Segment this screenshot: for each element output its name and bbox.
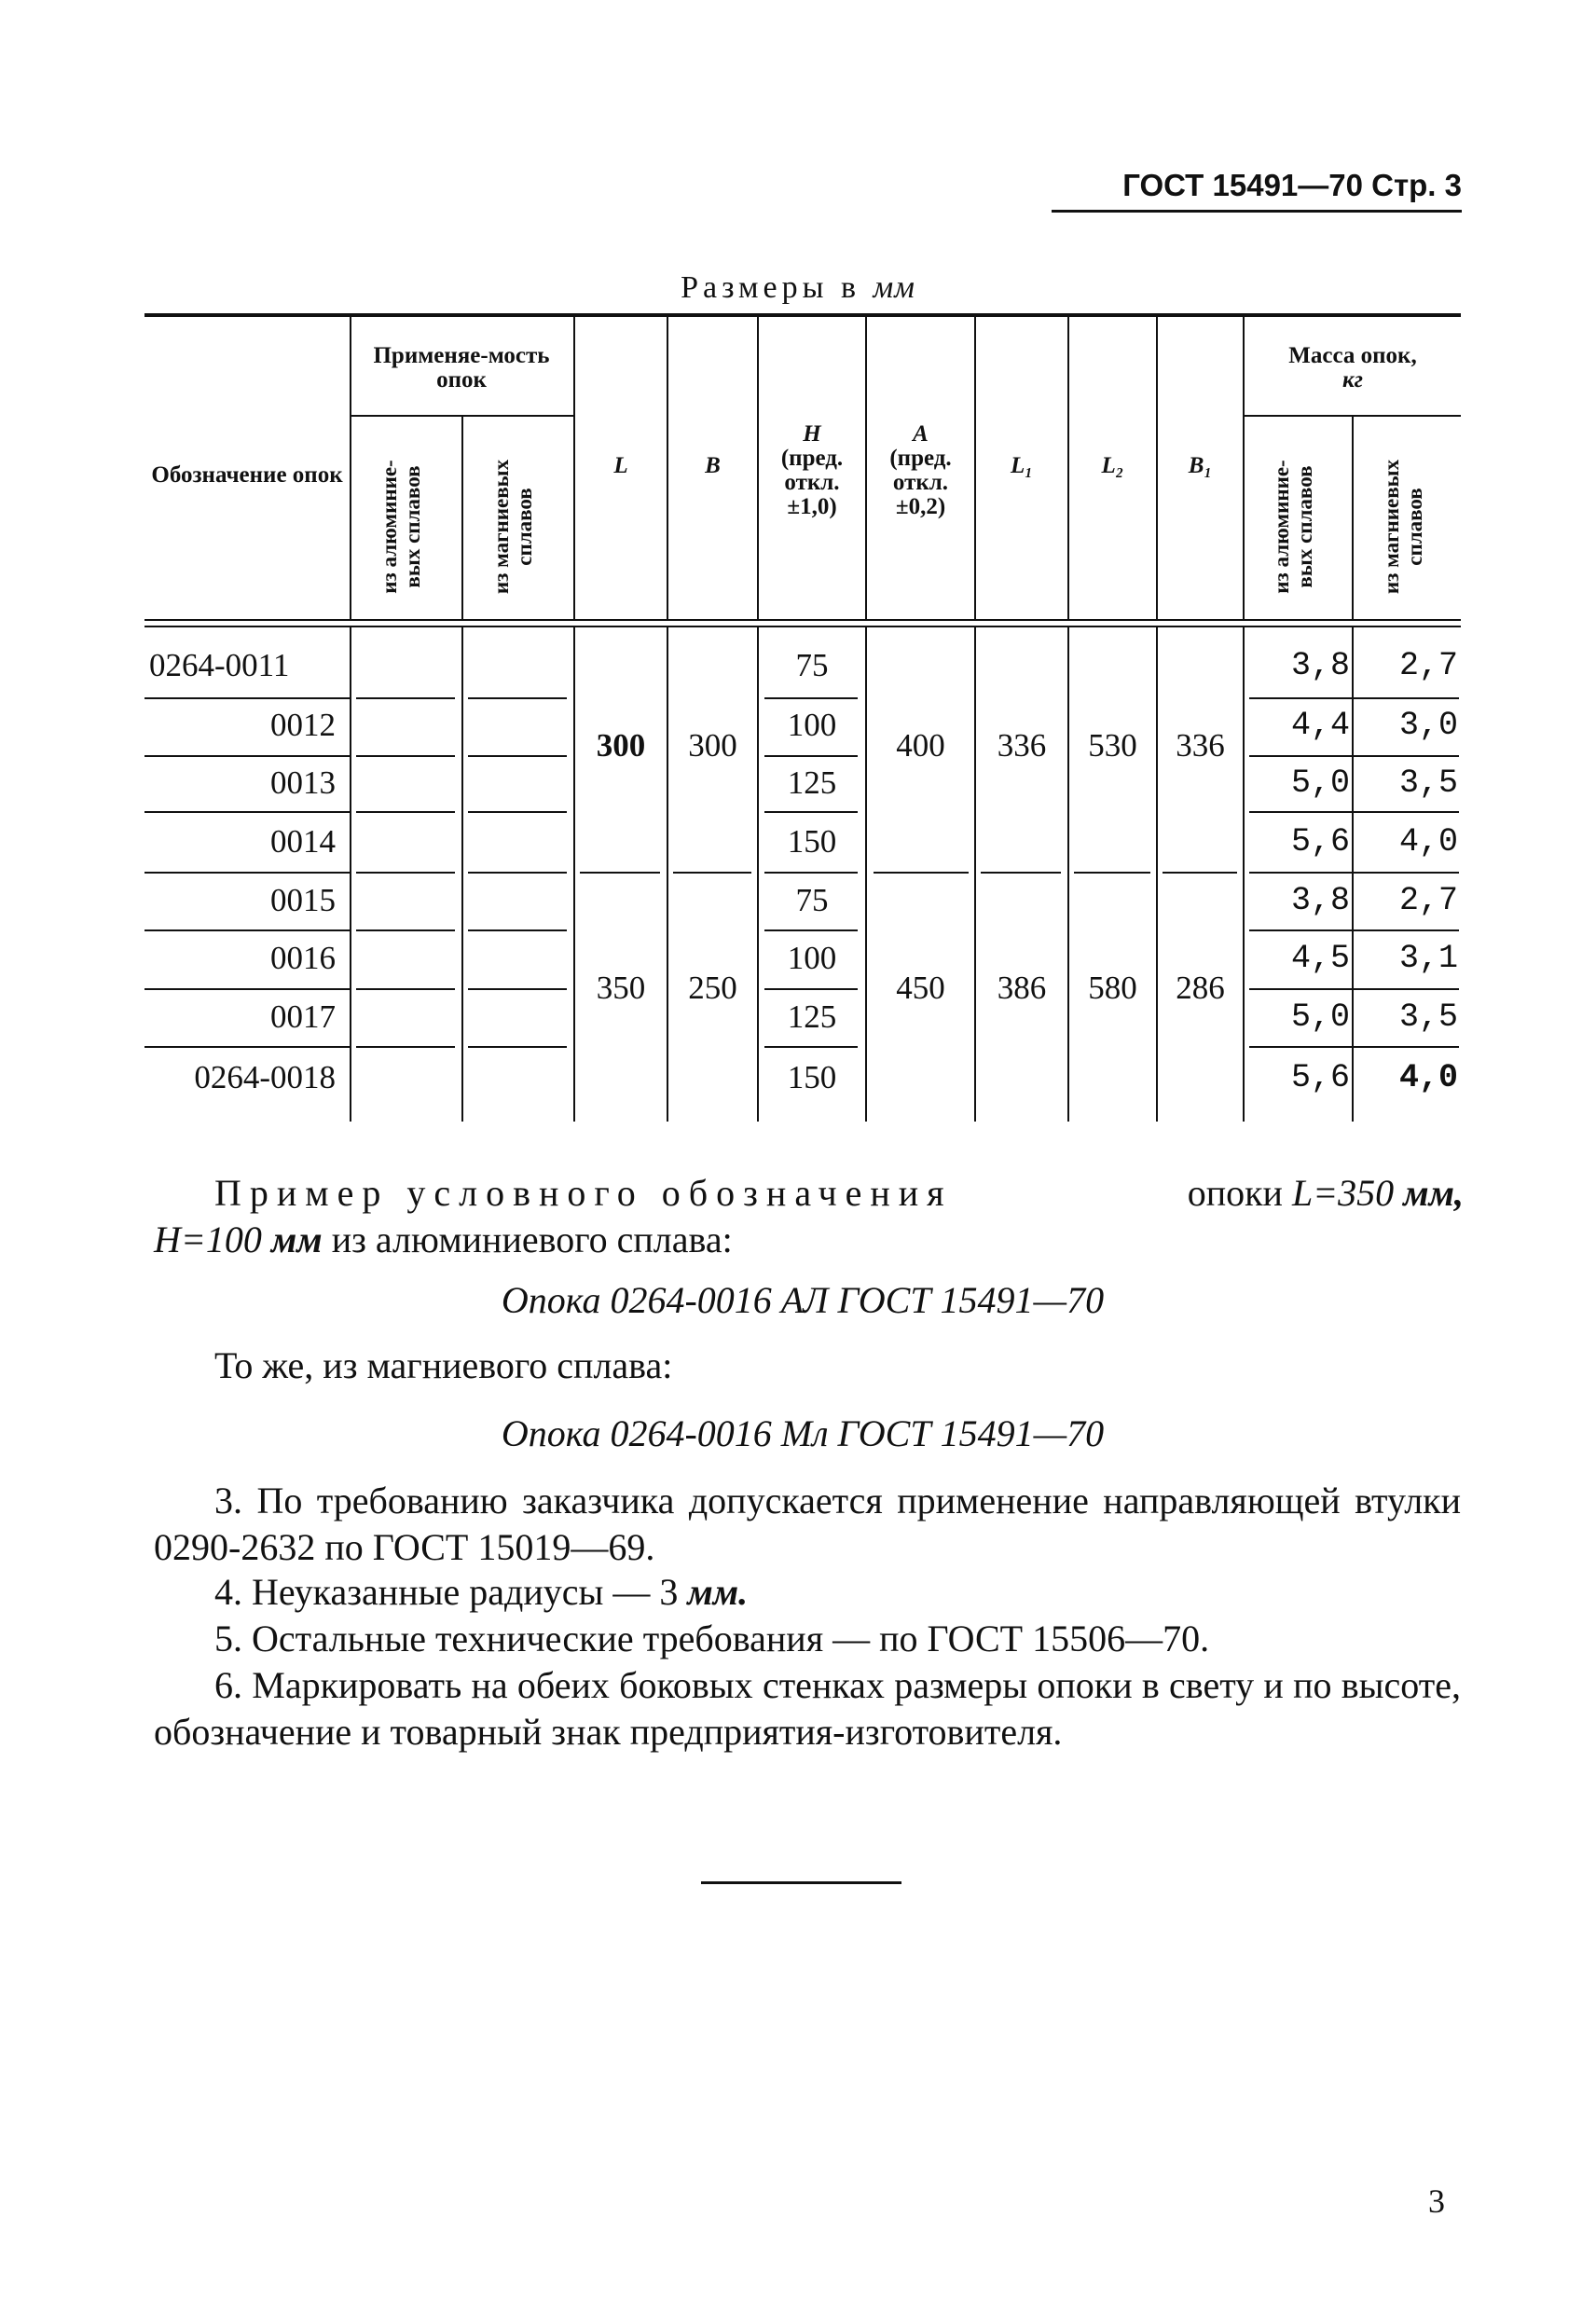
- row-designation: 0017: [270, 998, 336, 1035]
- header-B: B: [705, 452, 721, 478]
- row-mass-al: 3,8: [1290, 882, 1350, 919]
- row-mass-mg: 2,7: [1398, 647, 1458, 684]
- rmass3: [1249, 811, 1459, 813]
- rm4: [468, 872, 567, 874]
- row-H: 150: [787, 1059, 837, 1095]
- bv4: [667, 627, 668, 1122]
- row-mass-al: 3,8: [1290, 647, 1350, 684]
- rmass5: [1249, 929, 1459, 931]
- row-designation: 0015: [270, 882, 336, 918]
- example-intro: Пример условного обозначения: [214, 1172, 953, 1214]
- rm2: [468, 755, 567, 757]
- header-mass-mg: из магниевых сплавов: [1380, 459, 1427, 595]
- table-top-rule: [144, 313, 1461, 317]
- hv1: [350, 317, 351, 619]
- group-B1: 286: [1176, 970, 1225, 1006]
- row-designation: 0264-0011: [149, 647, 290, 683]
- row-mass-mg: 2,7: [1398, 882, 1458, 919]
- ra6: [356, 988, 455, 990]
- header-H-cell: [759, 410, 865, 531]
- page-number: 3: [1428, 2182, 1445, 2220]
- note-6: 6. Маркировать на обеих боковых стенках размеры опоки в свету и по высоте, обозначение и товарный знак предприятия-изготовителя.: [154, 1664, 1461, 1753]
- bv3: [573, 627, 575, 1122]
- example-material: из алюминиевого сплава:: [331, 1218, 733, 1260]
- rh6: [764, 988, 858, 990]
- rm5: [468, 929, 567, 931]
- header-A-tol: (пред. откл. ±0,2): [889, 445, 952, 520]
- rh1: [764, 697, 858, 699]
- group-B: 300: [688, 727, 737, 764]
- rs4a: [144, 872, 350, 874]
- group-L2: 530: [1088, 727, 1137, 764]
- ra4: [356, 872, 455, 874]
- row-mass-mg: 4,0: [1398, 1059, 1458, 1096]
- note-5: 5. Остальные технические требования — по ГОСТ 15506—70.: [214, 1618, 1210, 1659]
- rh7: [764, 1046, 858, 1048]
- header-A: A: [913, 420, 929, 447]
- rmass4: [1249, 872, 1459, 874]
- header-mass-cell: [1245, 336, 1461, 401]
- designation-mg: [144, 1411, 1461, 1457]
- group-A: 450: [896, 970, 945, 1006]
- ra3: [356, 811, 455, 813]
- rm3: [468, 811, 567, 813]
- ra5: [356, 929, 455, 931]
- rs1a: [144, 697, 350, 699]
- row-designation: 0264-0018: [194, 1059, 336, 1095]
- bv7: [974, 627, 976, 1122]
- header-B1: B₁: [1188, 452, 1213, 478]
- gsepL2: [1074, 872, 1150, 874]
- units-prefix: Размеры в: [681, 270, 861, 305]
- rmass7: [1249, 1046, 1459, 1048]
- rmass1: [1249, 697, 1459, 699]
- header-A-cell: [867, 410, 974, 531]
- header-bottom-rule-2: [144, 626, 1461, 627]
- rs7a: [144, 1046, 350, 1048]
- row-designation: 0016: [270, 940, 336, 976]
- group-B1: 336: [1176, 727, 1225, 764]
- same-mg: То же, из магниевого сплава:: [214, 1344, 673, 1386]
- rh2: [764, 755, 858, 757]
- group-L: 350: [596, 970, 646, 1006]
- footer-rule: [701, 1881, 901, 1884]
- gsepL1: [981, 872, 1061, 874]
- row-H: 100: [787, 940, 837, 976]
- row-mass-al: 5,6: [1290, 1059, 1350, 1096]
- row-designation: 0014: [270, 823, 336, 860]
- group-L1: 386: [997, 970, 1047, 1006]
- group-B: 250: [688, 970, 737, 1006]
- gsepB1: [1163, 872, 1237, 874]
- bv2: [461, 627, 463, 1122]
- note-4-text: 4. Неуказанные радиусы — 3: [214, 1571, 679, 1613]
- bv1: [350, 627, 351, 1122]
- bv9: [1156, 627, 1158, 1122]
- row-designation: 0013: [270, 764, 336, 801]
- group-L1: 336: [997, 727, 1047, 764]
- ra2: [356, 755, 455, 757]
- row-mass-mg: 3,0: [1398, 707, 1458, 744]
- bv8: [1067, 627, 1069, 1122]
- note-3: 3. По требованию заказчика допускается применение направляющей втулки 0290-2632 по ГОСТ 15019—69.: [154, 1480, 1461, 1568]
- rmass2: [1249, 755, 1459, 757]
- rs3a: [144, 811, 350, 813]
- row-mass-al: 5,6: [1290, 823, 1350, 860]
- example-unit: мм,: [1403, 1172, 1464, 1214]
- row-mass-mg: 3,5: [1398, 998, 1458, 1036]
- rmass6: [1249, 988, 1459, 990]
- bv6: [865, 627, 867, 1122]
- example-intro-rest: опоки: [1187, 1172, 1283, 1214]
- group-L: 300: [596, 727, 646, 764]
- row-mass-mg: 4,0: [1398, 823, 1458, 860]
- hv11: [1352, 417, 1354, 619]
- rs6a: [144, 988, 350, 990]
- header-appl-mg: из магниевых сплавов: [489, 459, 537, 595]
- row-H: 100: [787, 707, 837, 743]
- header-appl-al: из алюминие- вых сплавов: [378, 460, 425, 594]
- header-mass-al: из алюминие- вых сплавов: [1270, 460, 1317, 594]
- example-H-eq: H=100: [154, 1218, 262, 1260]
- group-L2: 580: [1088, 970, 1137, 1006]
- header-applicability: Применяе-мость опок: [373, 342, 550, 392]
- gsepL: [580, 872, 660, 874]
- group-A: 400: [896, 727, 945, 764]
- rs5a: [144, 929, 350, 931]
- header-designation: Обозначение опок: [151, 461, 343, 488]
- rm1: [468, 697, 567, 699]
- rm6: [468, 988, 567, 990]
- row-designation: 0012: [270, 707, 336, 743]
- row-mass-mg: 3,5: [1398, 764, 1458, 802]
- header-mass: Масса опок,: [1288, 342, 1417, 368]
- example-L-eq: L=350: [1291, 1172, 1395, 1214]
- ra1: [356, 697, 455, 699]
- rm7: [468, 1046, 567, 1048]
- designation-mg-text: Опока 0264-0016 Мл ГОСТ 15491—70: [501, 1412, 1105, 1454]
- hv2: [461, 417, 463, 619]
- units-unit: мм: [873, 270, 915, 305]
- header-mass-unit: кг: [1342, 367, 1363, 392]
- row-H: 125: [787, 998, 837, 1035]
- row-H: 75: [795, 647, 829, 683]
- row-H: 75: [795, 882, 829, 918]
- row-mass-al: 4,5: [1290, 940, 1350, 977]
- note-4-unit: мм.: [687, 1571, 749, 1613]
- header-H-tol: (пред. откл. ±1,0): [780, 445, 844, 520]
- example-line-2: [154, 1217, 1459, 1263]
- header-L2: L₂: [1101, 452, 1124, 478]
- rs2a: [144, 755, 350, 757]
- gsepA: [874, 872, 969, 874]
- header-L1: L₁: [1011, 452, 1033, 478]
- ra7: [356, 1046, 455, 1048]
- header-L: L: [613, 452, 628, 478]
- example-unit2: мм: [270, 1218, 323, 1260]
- example-paragraph: [214, 1170, 1464, 1217]
- row-mass-al: 5,0: [1290, 764, 1350, 802]
- rh3: [764, 811, 858, 813]
- designation-al-text: Опока 0264-0016 АЛ ГОСТ 15491—70: [501, 1279, 1105, 1321]
- note-4: [214, 1569, 1464, 1616]
- rh5: [764, 929, 858, 931]
- row-mass-mg: 3,1: [1398, 940, 1458, 977]
- row-mass-al: 5,0: [1290, 998, 1350, 1036]
- gsepB: [673, 872, 751, 874]
- row-mass-al: 4,4: [1290, 707, 1350, 744]
- rh4: [764, 872, 858, 874]
- header-H: H: [803, 420, 821, 447]
- page-header: ГОСТ 15491—70 Стр. 3: [1122, 168, 1462, 202]
- row-H: 150: [787, 823, 837, 860]
- header-bottom-rule-1: [144, 619, 1461, 621]
- designation-al: [144, 1277, 1461, 1324]
- row-H: 125: [787, 764, 837, 801]
